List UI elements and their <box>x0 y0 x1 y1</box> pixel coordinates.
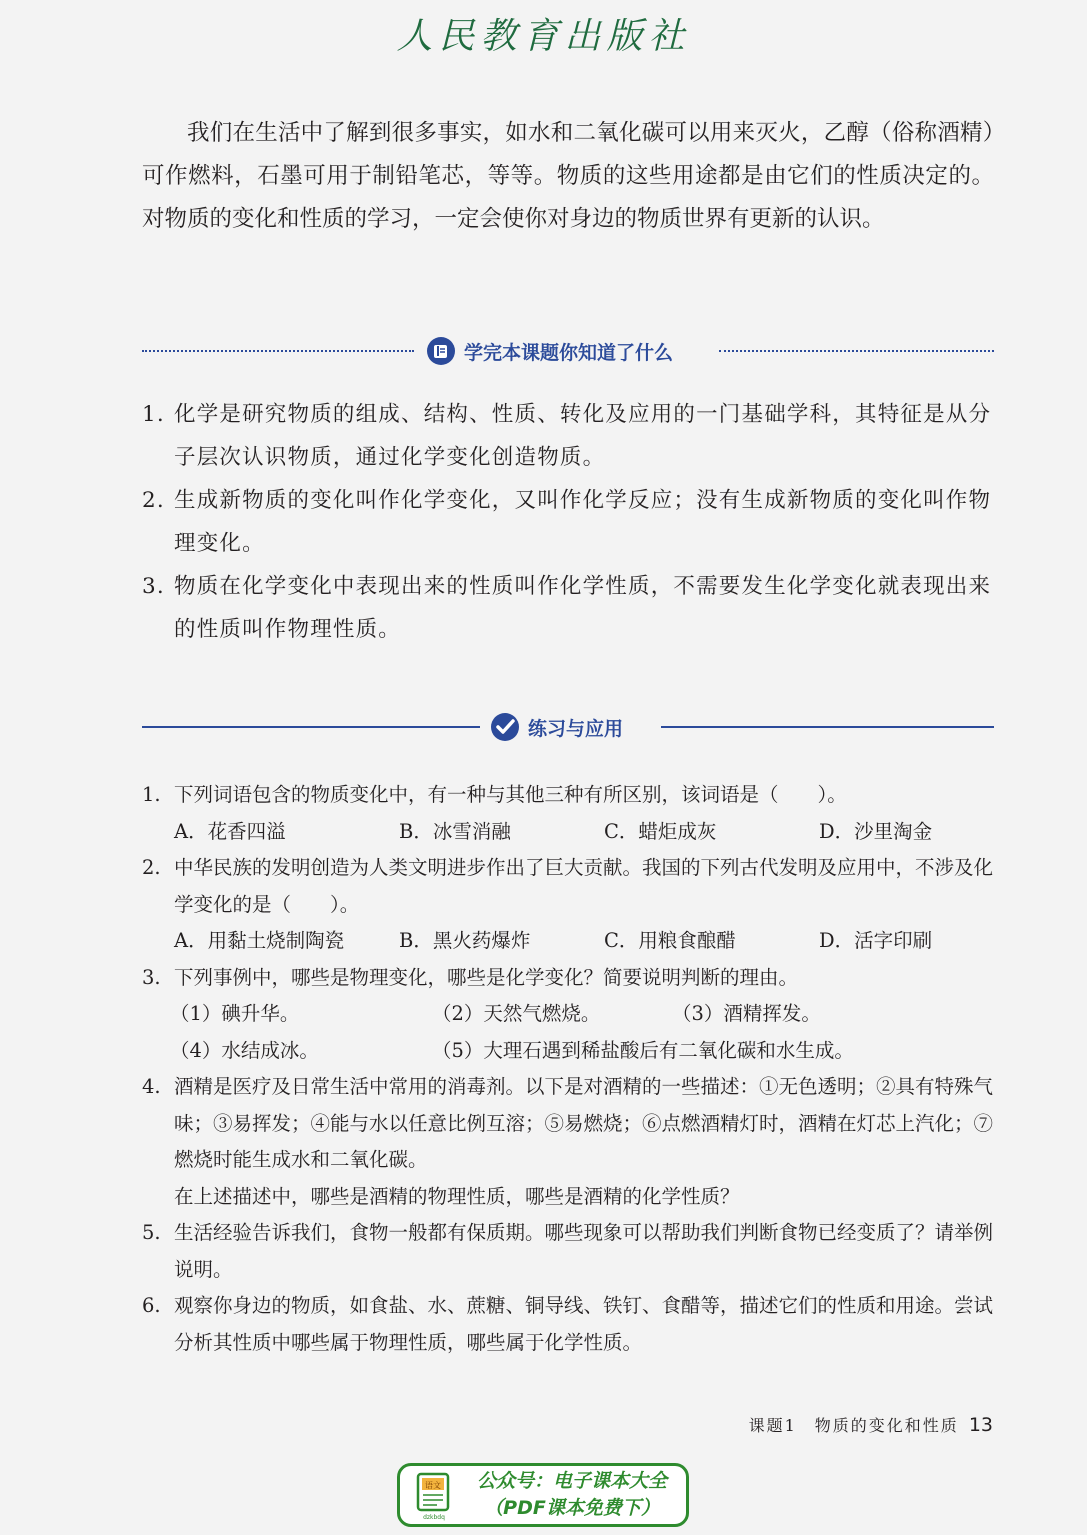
summary-item-number: 3. <box>142 574 165 599</box>
exercise-2-options <box>142 923 994 960</box>
exercises-title-text: 练习与应用 <box>528 717 624 740</box>
subitem-3: （3）酒精挥发。 <box>672 1002 821 1025</box>
exercise-text: 下列事例中，哪些是物理变化，哪些是化学变化？简要说明判断的理由。 <box>174 965 799 989</box>
exercise-text: 下列词语包含的物质变化中，有一种与其他三种有所区别，该词语是（ ）。 <box>174 783 847 806</box>
option-c: C．用粮食酿醋 <box>604 929 736 952</box>
divider-left <box>142 726 480 728</box>
subitem-2: （2）天然气燃烧。 <box>432 1002 601 1025</box>
summary-item-number: 1. <box>142 402 165 427</box>
exercises-header <box>142 709 994 745</box>
wechat-badge <box>397 1463 689 1527</box>
exercise-5 <box>142 1215 994 1288</box>
exercise-text: 生活经验告诉我们，食物一般都有保质期。哪些现象可以帮助我们判断食物已经变质了？请举例说明。 <box>174 1221 994 1281</box>
exercise-list <box>142 777 994 1361</box>
textbook-icon <box>412 1472 456 1522</box>
exercise-1 <box>142 777 994 814</box>
chapter-title: 课题1 物质的变化和性质 <box>748 1416 959 1435</box>
textbook-icon-caption: dzkbdq <box>423 1514 445 1521</box>
badge-line-2: （PDF课本免费下） <box>484 1497 660 1519</box>
badge-line-1: 公众号：电子课本大全 <box>476 1470 667 1492</box>
divider-right <box>719 350 994 352</box>
summary-item <box>142 565 994 651</box>
subitem-4: （4）水结成冰。 <box>170 1038 319 1062</box>
exercise-number: 1. <box>142 783 161 806</box>
check-icon <box>490 712 520 742</box>
exercise-number: 6. <box>142 1294 161 1317</box>
badge-text <box>462 1468 682 1522</box>
divider-right <box>661 726 994 728</box>
subitem-1: （1）碘升华。 <box>170 1002 300 1025</box>
summary-header <box>142 333 994 369</box>
exercise-1-options <box>142 814 994 851</box>
book-icon <box>426 336 456 366</box>
exercise-text: 中华民族的发明创造为人类文明进步作出了巨大贡献。我国的下列古代发明及应用中，不涉及化学变化的是（ ）。 <box>174 856 994 916</box>
exercise-4-followup <box>142 1179 994 1216</box>
summary-item-text: 化学是研究物质的组成、结构、性质、转化及应用的一门基础学科，其特征是从分子层次认识物质，通过化学变化创造物质。 <box>174 402 992 470</box>
exercise-3-subitems <box>142 1033 994 1070</box>
exercise-number: 5. <box>142 1221 161 1244</box>
textbook-icon-label: 语文 <box>425 1481 441 1490</box>
exercise-3-subitems <box>142 996 994 1033</box>
option-d: D．活字印刷 <box>819 929 933 952</box>
option-b: B．黑火药爆炸 <box>399 929 531 952</box>
subitem-5: （5）大理石遇到稀盐酸后有二氧化碳和水生成。 <box>432 1038 854 1062</box>
summary-item <box>142 479 994 565</box>
summary-item-number: 2. <box>142 488 165 513</box>
exercise-4 <box>142 1069 994 1179</box>
exercise-followup-text: 在上述描述中，哪些是酒精的物理性质，哪些是酒精的化学性质？ <box>174 1184 740 1208</box>
option-b: B．冰雪消融 <box>399 819 511 843</box>
summary-title-text: 学完本课题你知道了什么 <box>464 341 674 364</box>
summary-list <box>142 393 994 651</box>
intro-paragraph: 我们在生活中了解到很多事实，如水和二氧化碳可以用来灭火，乙醇（俗称酒精）可作燃料，石墨可用于制铅笔芯，等等。物质的这些用途都是由它们的性质决定的。对物质的变化和性质的学习，一定会使你对身边的物质世界有更新的认识。 <box>142 120 994 232</box>
publisher-logo: 人民教育出版社 <box>396 16 691 57</box>
option-a: A．花香四溢 <box>174 819 286 843</box>
exercise-3 <box>142 960 994 997</box>
summary-title <box>426 333 673 369</box>
exercise-number: 4. <box>142 1075 161 1098</box>
divider-left <box>142 350 414 352</box>
option-a: A．用黏土烧制陶瓷 <box>174 929 345 952</box>
exercises-title <box>490 709 623 745</box>
exercise-number: 3. <box>142 965 161 989</box>
exercise-text: 观察你身边的物质，如食盐、水、蔗糖、铜导线、铁钉、食醋等，描述它们的性质和用途。尝试分析其性质中哪些属于物理性质，哪些属于化学性质。 <box>174 1294 994 1354</box>
option-c: C．蜡炬成灰 <box>604 819 717 843</box>
exercise-number: 2. <box>142 856 161 879</box>
summary-item <box>142 393 994 479</box>
exercise-2 <box>142 850 994 923</box>
summary-item-text: 物质在化学变化中表现出来的性质叫作化学性质，不需要发生化学变化就表现出来的性质叫作物理性质。 <box>174 574 992 642</box>
page-footer <box>749 1413 993 1436</box>
page-number: 13 <box>968 1414 993 1436</box>
summary-item-text: 生成新物质的变化叫作化学变化，又叫作化学反应；没有生成新物质的变化叫作物理变化。 <box>174 488 992 556</box>
exercise-text: 酒精是医疗及日常生活中常用的消毒剂。以下是对酒精的一些描述：①无色透明；②具有特殊气味；③易挥发；④能与水以任意比例互溶；⑤易燃烧；⑥点燃酒精灯时，酒精在灯芯上汽化；⑦燃烧时能生成水和二氧化碳。 <box>174 1075 994 1171</box>
exercise-6 <box>142 1288 994 1361</box>
option-d: D．沙里淘金 <box>819 819 933 843</box>
